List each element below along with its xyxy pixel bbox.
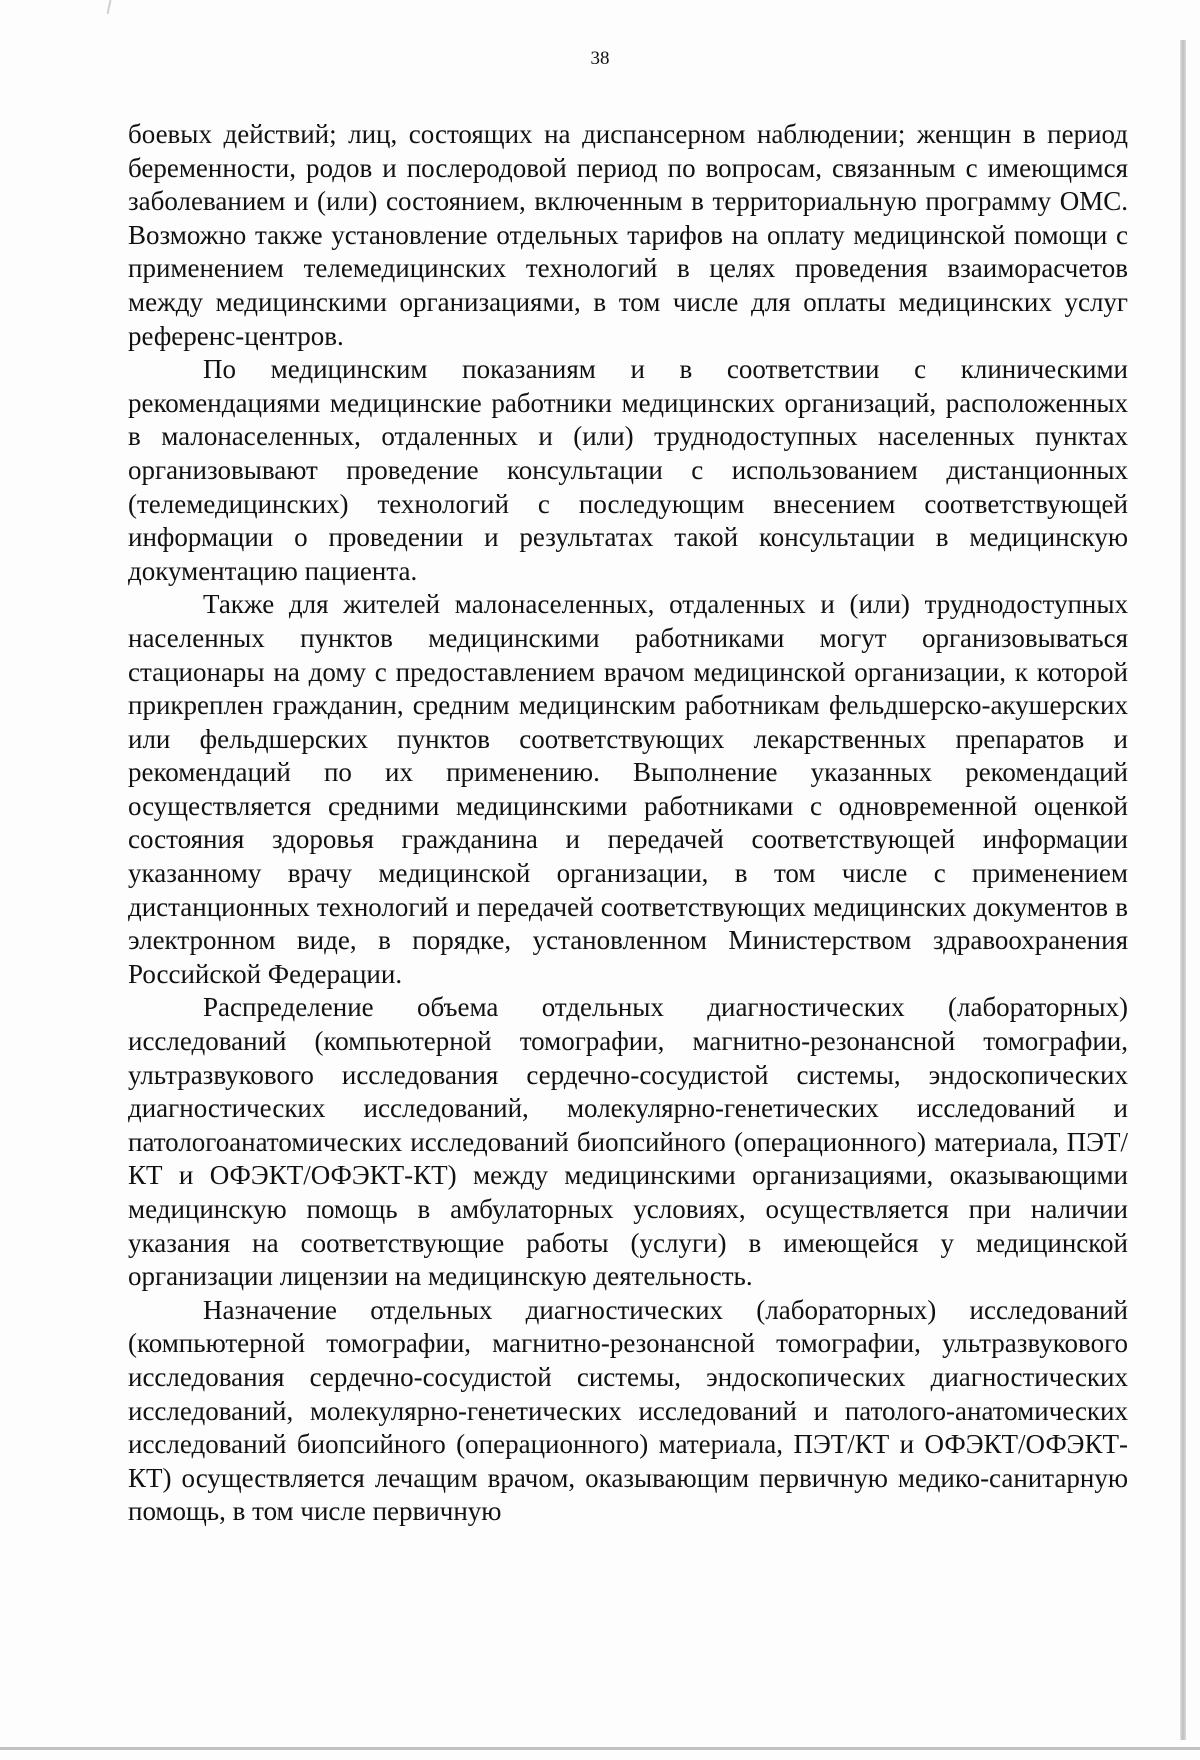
paragraph-continuation: боевых действий; лиц, состоящих на диспансерном наблюдении; женщин в период беременности, родов и послеродовой период по вопросам, связанным с имеющимся заболеванием и (или) состоянием, включенным в территориальную программу ОМС. Возможно также установление отдельных тарифов на оплату медицинской помощи с применением телемедицинских технологий в целях проведения взаиморасчетов между медицинскими организациями, в том числе для оплаты медицинских услуг референс-центров.: [128, 119, 1128, 351]
paragraph-home-hospital: Также для жителей малонаселенных, отдаленных и (или) труднодоступных населенных пунктов медицинскими работниками могут организовываться стационары на дому с предоставлением врачом медицинской организации, к которой прикреплен гражданин, средним медицинским работникам фельдшерско-акушерских или фельдшерских пунктов соответствующих лекарственных препаратов и рекомендаций по их применению. Выполнение указанных рекомендаций осуществляется средними медицинскими работниками с одновременной оценкой состояния здоровья гражданина и передачей соответствующей информации указанному врачу медицинской организации, в том числе с применением дистанционных технологий и передачей соответствующих медицинских документов в электронном виде, в порядке, установленном Министерством здравоохранения Российской Федерации.: [128, 589, 1128, 989]
paragraph-telemedicine-consultation: По медицинским показаниям и в соответствии с клиническими рекомендациями медицинские работники медицинских организаций, расположенных в малонаселенных, отдаленных и (или) труднодоступных населенных пунктах организовывают проведение консультации с использованием дистанционных (телемедицинских) технологий с последующим внесением соответствующей информации о проведении и результатах такой консультации в медицинскую документацию пациента.: [128, 354, 1128, 586]
document-body: [128, 118, 1128, 1529]
scan-edge-bottom: [0, 1747, 1200, 1750]
page-number: 38: [590, 48, 610, 69]
paragraph-diagnostic-distribution: Распределение объема отдельных диагностических (лабораторных) исследований (компьютерной томографии, магнитно-резонансной томографии, ультразвукового исследования сердечно-сосудистой системы, эндоскопических диагностических исследований, молекулярно-генетических исследований и патологоанатомических исследований биопсийного (операционного) материала, ПЭТ/КТ и ОФЭКТ/ОФЭКТ-КТ) между медицинскими организациями, оказывающими медицинскую помощь в амбулаторных условиях, осуществляется при наличии указания на соответствующие работы (услуги) в имеющейся у медицинской организации лицензии на медицинскую деятельность.: [128, 992, 1128, 1292]
paragraph-diagnostic-assignment: Назначение отдельных диагностических (лабораторных) исследований (компьютерной томографии, магнитно-резонансной томографии, ультразвукового исследования сердечно-сосудистой системы, эндоскопических диагностических исследований, молекулярно-генетических исследований и патолого-анатомических исследований биопсийного (операционного) материала, ПЭТ/КТ и ОФЭКТ/ОФЭКТ-КТ) осуществляется лечащим врачом, оказывающим первичную медико-санитарную помощь, в том числе первичную: [128, 1294, 1128, 1527]
scan-edge-right: [1180, 40, 1186, 1740]
scan-mark: [107, 0, 112, 14]
